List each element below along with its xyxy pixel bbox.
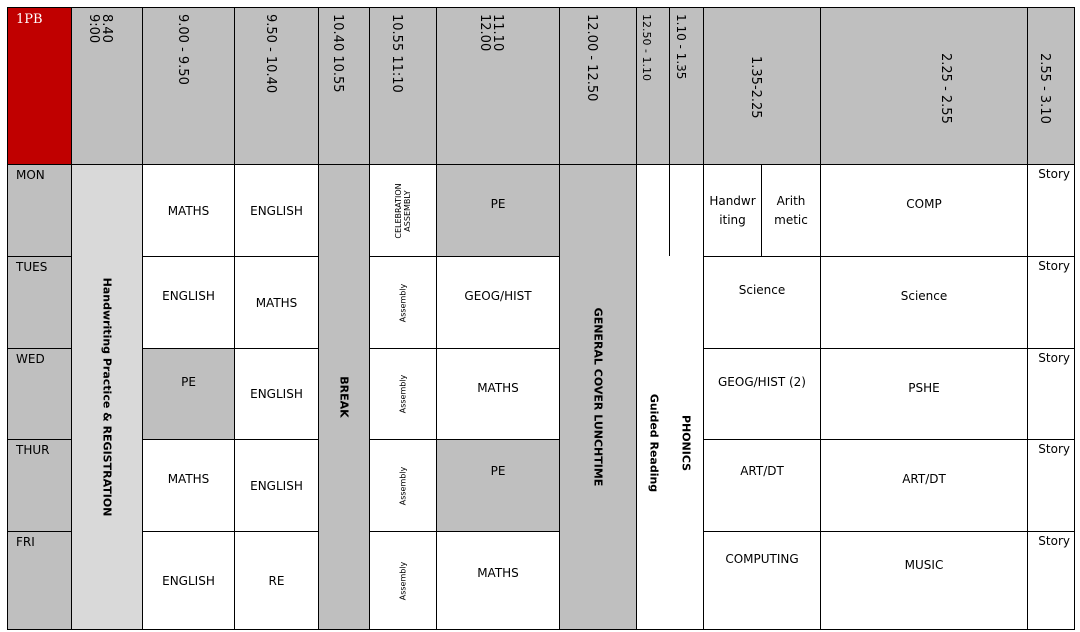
mon-period4b-line2: metic — [774, 212, 808, 227]
thu-period2: ENGLISH — [234, 439, 319, 532]
wed-period5: PSHE — [820, 348, 1028, 440]
thu-period5: ART/DT — [820, 439, 1028, 532]
registration-label: Handwriting Practice & REGISTRATION — [100, 277, 114, 517]
phonics-label: PHONICS — [679, 414, 693, 471]
mon-assembly — [369, 164, 437, 257]
fri-assembly — [369, 531, 437, 630]
thu-period4: ART/DT — [703, 439, 821, 532]
phonics-block — [669, 256, 704, 630]
wed-story: Story — [1027, 348, 1075, 440]
mon-phonics-cell — [669, 164, 704, 257]
mon-period2: ENGLISH — [234, 164, 319, 257]
mon-period4b — [761, 164, 821, 257]
header-break-time — [318, 7, 370, 165]
mon-period4a-line2: iting — [719, 212, 746, 227]
thu-story: Story — [1027, 439, 1075, 532]
tue-period2: MATHS — [234, 256, 319, 349]
class-label-cell — [7, 7, 72, 165]
fri-period4: COMPUTING — [703, 531, 821, 630]
time-break: 10.40 10.55 — [330, 14, 345, 93]
header-period2-time — [234, 7, 319, 165]
mon-period5: COMP — [820, 164, 1028, 257]
tue-period3: GEOG/HIST — [436, 256, 560, 349]
time-period1: 9.00 - 9.50 — [174, 14, 190, 85]
fri-period1: ENGLISH — [142, 531, 235, 630]
mon-period4a-line1: Handwr — [709, 193, 756, 208]
day-label-mon: MON — [7, 164, 72, 257]
header-lunch-time — [559, 7, 637, 165]
lunch-label: GENERAL COVER LUNCHTIME — [591, 307, 605, 487]
thu-period1: MATHS — [142, 439, 235, 532]
time-reg-start: 8.40 — [99, 14, 114, 43]
time-period3-start: 11.10 — [490, 14, 505, 52]
reading-label: Guided Reading — [647, 393, 660, 492]
break-block — [318, 164, 370, 630]
time-phonics: 1.10 - 1.35 — [673, 14, 688, 80]
time-lunch: 12.00 - 12.50 — [584, 14, 599, 102]
day-label-wed: WED — [7, 348, 72, 440]
wed-period4: GEOG/HIST (2) — [703, 348, 821, 440]
day-label-tues: TUES — [7, 256, 72, 349]
time-story: 2.55 - 3.10 — [1037, 53, 1052, 124]
tue-period5: Science — [820, 256, 1028, 349]
thu-period3: PE — [436, 439, 560, 532]
header-period5-time — [820, 7, 1028, 165]
wed-period1: PE — [142, 348, 235, 440]
day-label-thur: THUR — [7, 439, 72, 532]
tue-assembly-label: Assembly — [398, 283, 408, 322]
mon-period4a — [703, 164, 762, 257]
time-period2: 9.50 - 10.40 — [262, 14, 278, 94]
time-period3-end: 12.00 — [477, 14, 492, 52]
tue-period4: Science — [703, 256, 821, 349]
mon-period4b-line1: Arith — [776, 193, 806, 208]
thu-assembly — [369, 439, 437, 532]
day-label-fri: FRI — [7, 531, 72, 630]
header-registration-time — [71, 7, 143, 165]
tue-story: Story — [1027, 256, 1075, 349]
mon-period1: MATHS — [142, 164, 235, 257]
time-reg-end: 9:00 — [86, 14, 101, 44]
class-label: 1PB — [16, 12, 43, 27]
wed-assembly-label: Assembly — [398, 374, 408, 414]
header-assembly-time — [369, 7, 437, 165]
wed-period3: MATHS — [436, 348, 560, 440]
lunch-block — [559, 164, 637, 630]
reading-block — [636, 256, 670, 630]
time-reading: 12.50 - 1.10 — [640, 14, 653, 81]
wed-period2: ENGLISH — [234, 348, 319, 440]
header-phonics-time — [669, 7, 704, 165]
header-story-time — [1027, 7, 1075, 165]
fri-period2: RE — [234, 531, 319, 630]
mon-reading-cell — [636, 164, 670, 257]
fri-assembly-label: Assembly — [398, 561, 408, 600]
wed-assembly — [369, 348, 437, 440]
fri-period3: MATHS — [436, 531, 560, 630]
fri-period5: MUSIC — [820, 531, 1028, 630]
time-period4: 1.35-2.25 — [748, 56, 763, 119]
header-period3-time — [436, 7, 560, 165]
header-period4-time — [703, 7, 821, 165]
tue-assembly — [369, 256, 437, 349]
registration-block — [71, 164, 143, 630]
time-period5: 2.25 - 2.55 — [938, 53, 954, 124]
time-assembly: 10.55 11:10 — [389, 14, 404, 93]
break-label: BREAK — [337, 376, 351, 418]
mon-assembly-label: CELEBRATION ASSEMBLY — [394, 182, 412, 239]
fri-story: Story — [1027, 531, 1075, 630]
mon-period3: PE — [436, 164, 560, 257]
header-reading-time — [636, 7, 670, 165]
mon-story: Story — [1027, 164, 1075, 257]
thu-assembly-label: Assembly — [398, 466, 408, 505]
header-period1-time — [142, 7, 235, 165]
tue-period1: ENGLISH — [142, 256, 235, 349]
